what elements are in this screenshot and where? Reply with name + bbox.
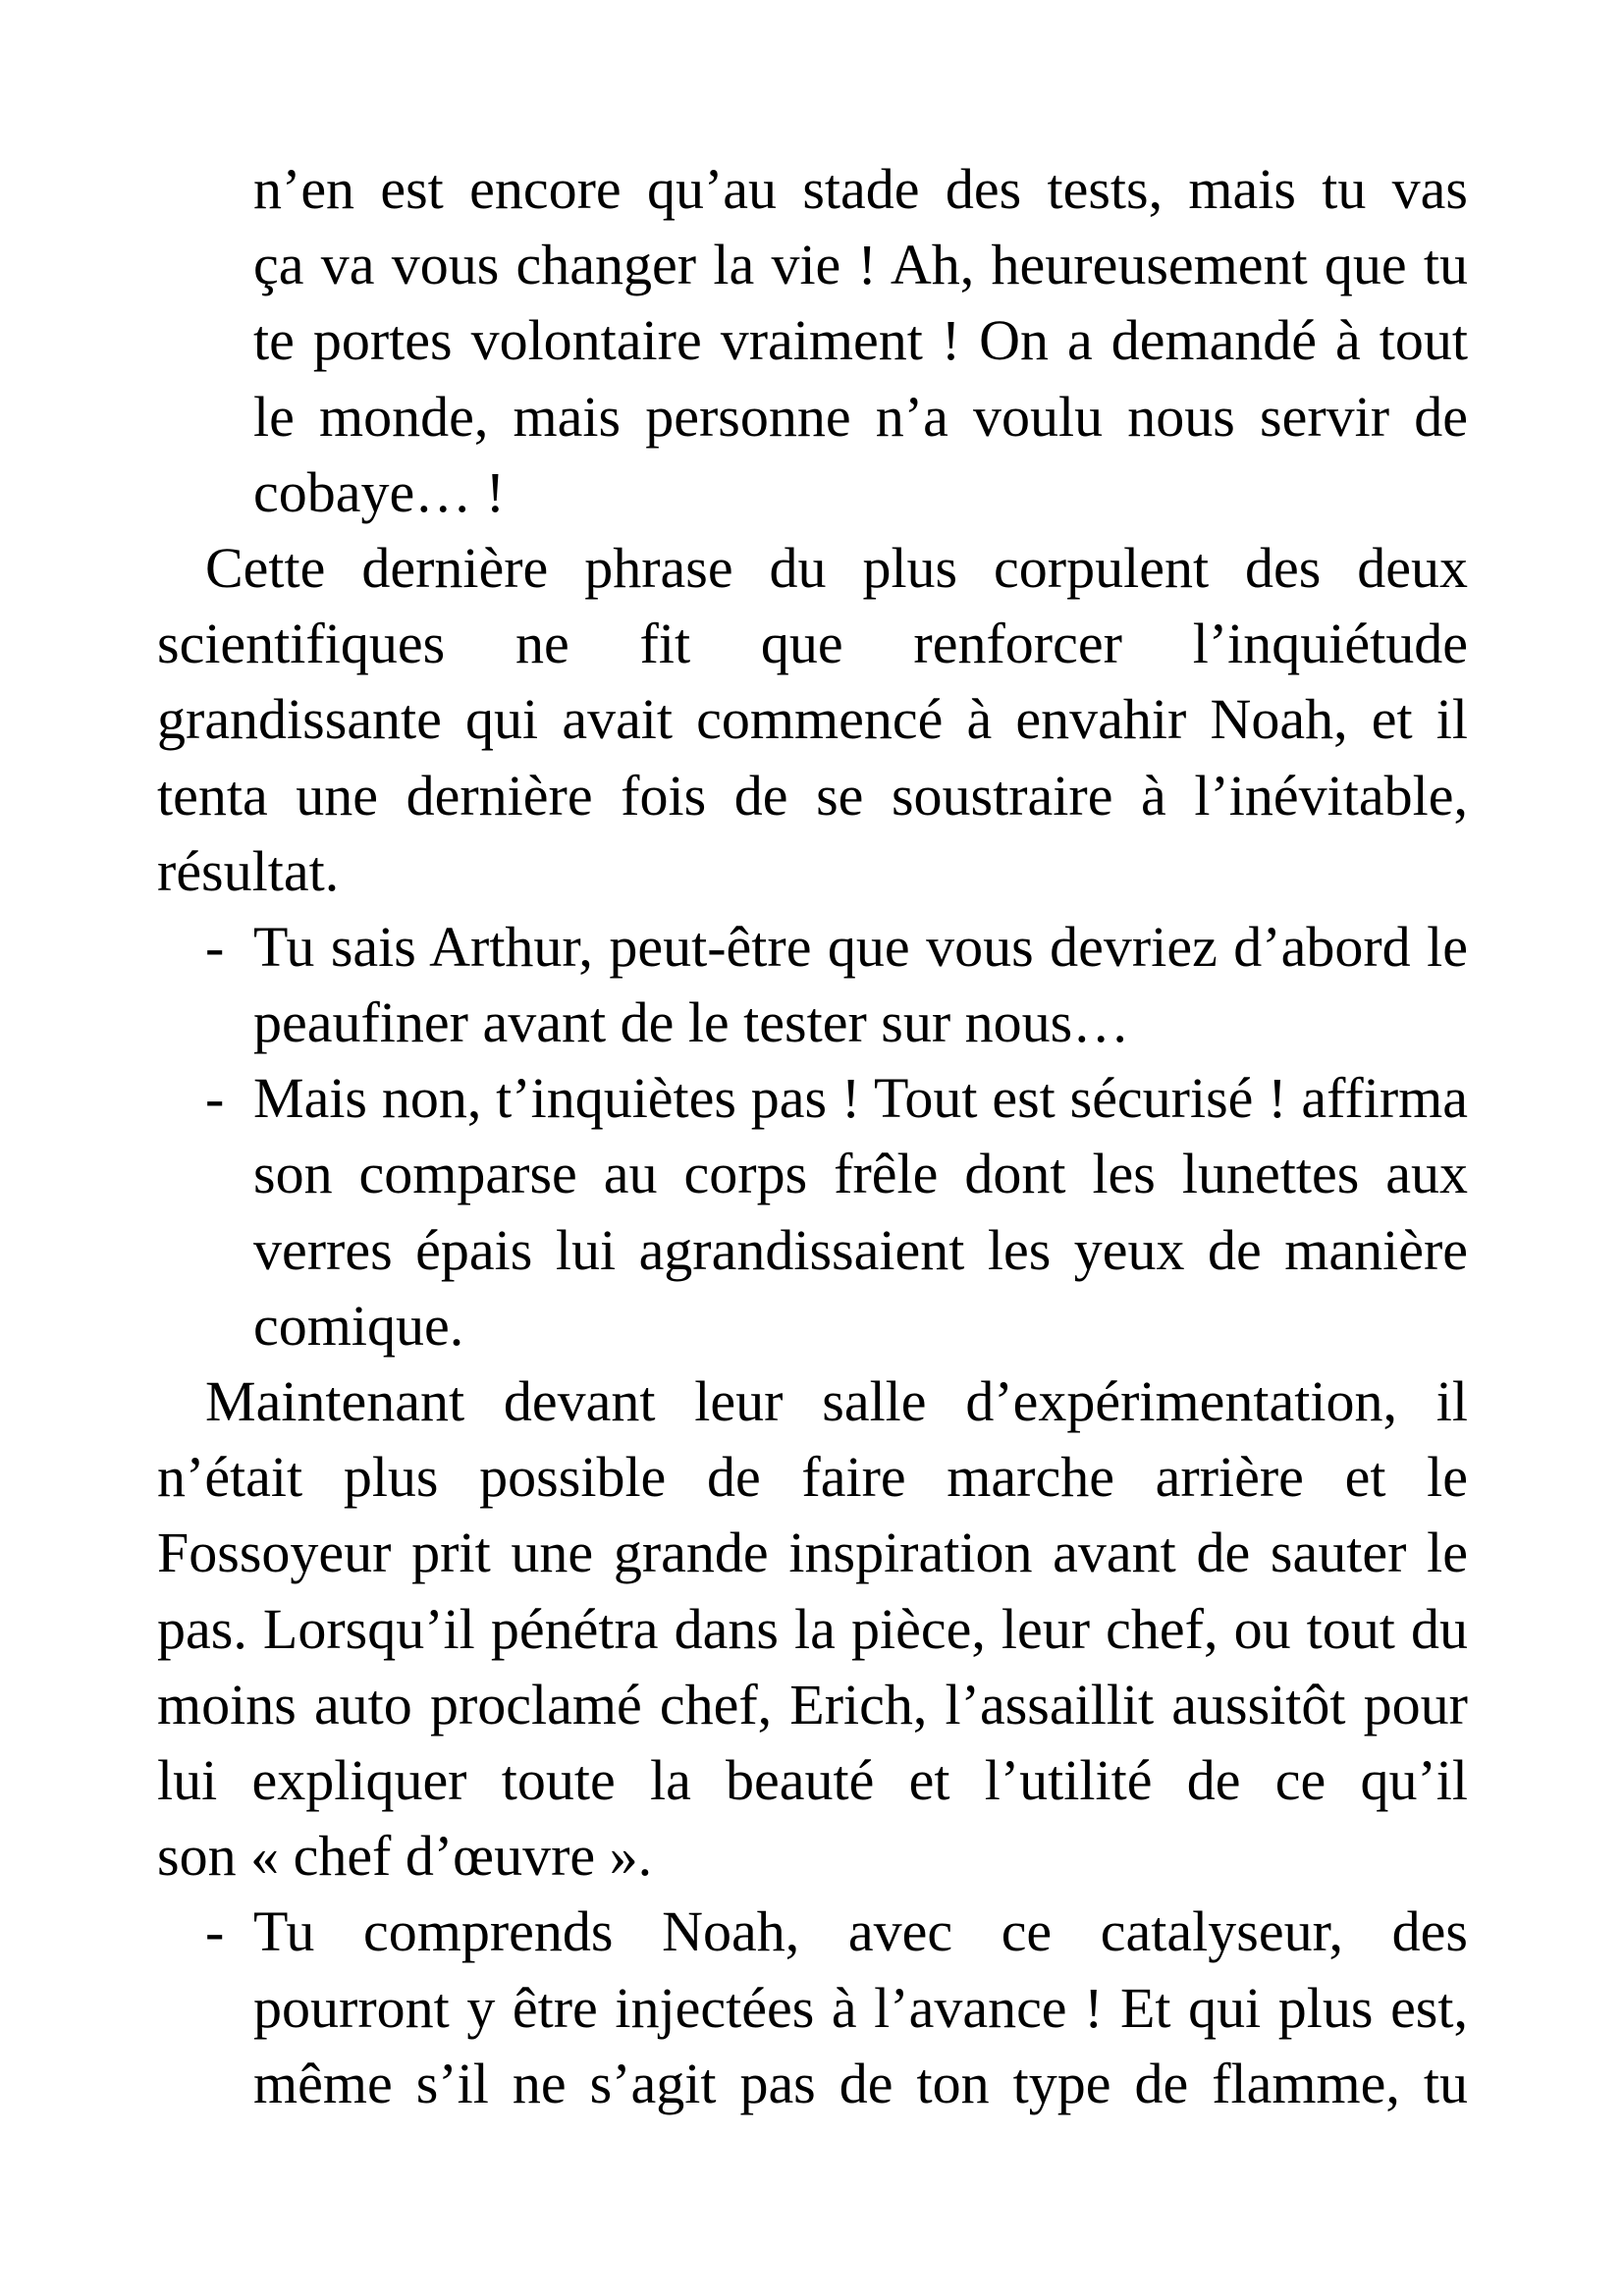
line-text: pourront y être injectées à l’avance ! Et qui plus est,: [253, 1975, 1468, 2040]
dialog-continuation: [0, 151, 1624, 530]
dialog-item: [0, 909, 1624, 1060]
line-text: Fossoyeur prit une grande inspiration avant de sauter le: [157, 1521, 1468, 1585]
text-line: [0, 681, 1624, 757]
text-line: [0, 530, 1624, 606]
line-text: comique.: [253, 1293, 464, 1358]
text-line: [0, 1212, 1624, 1288]
dialog-item: [0, 1894, 1624, 2121]
text-line: [0, 1742, 1624, 1818]
paragraph: [0, 1363, 1624, 1894]
body-text: [0, 151, 1624, 2121]
line-text: pas. Lorsqu’il pénétra dans la pièce, leur chef, ou tout du: [157, 1596, 1468, 1661]
text-line: [0, 2046, 1624, 2121]
line-text: son comparse au corps frêle dont les lunettes aux: [253, 1142, 1468, 1206]
line-text: même s’il ne s’agit pas de ton type de flamme, tu: [253, 2051, 1468, 2115]
text-line: [0, 909, 1624, 985]
line-text: lui expliquer toute la beauté et l’utilité de ce qu’il: [157, 1747, 1468, 1812]
line-text: Cette dernière phrase du plus corpulent des deux: [205, 535, 1468, 600]
text-line: [0, 1591, 1624, 1667]
line-text: son « chef d’œuvre ».: [157, 1824, 653, 1889]
text-line: [0, 379, 1624, 454]
text-line: [0, 1970, 1624, 2046]
line-text: cobaye… !: [253, 459, 506, 524]
dialog-dash: -: [205, 1899, 225, 1964]
text-line: [0, 151, 1624, 227]
dialog-item: [0, 1060, 1624, 1363]
text-line: [0, 1515, 1624, 1590]
line-text: tenta une dernière fois de se soustraire à l’inévitable,: [157, 763, 1468, 828]
text-line: [0, 1439, 1624, 1515]
text-line: [0, 1136, 1624, 1211]
line-text: résultat.: [157, 838, 340, 903]
line-text: verres épais lui agrandissaient les yeux de manière: [253, 1217, 1468, 1282]
line-text: peaufiner avant de le tester sur nous…: [253, 990, 1130, 1055]
text-line: [0, 1288, 1624, 1363]
line-text: le monde, mais personne n’a voulu nous servir de: [253, 384, 1468, 449]
line-text: Tu comprends Noah, avec ce catalyseur, des: [253, 1899, 1468, 1964]
line-text: Maintenant devant leur salle d’expérimentation, il: [205, 1369, 1468, 1433]
text-line: [0, 1060, 1624, 1136]
line-text: moins auto proclamé chef, Erich, l’assaillit aussitôt pour: [157, 1672, 1468, 1736]
text-line: [0, 1667, 1624, 1742]
text-line: [0, 985, 1624, 1060]
dialog-dash: -: [205, 1066, 225, 1131]
paragraph: [0, 530, 1624, 909]
text-line: [0, 302, 1624, 378]
line-text: Mais non, t’inquiètes pas ! Tout est sécurisé ! affirma: [253, 1066, 1468, 1131]
line-text: grandissante qui avait commencé à envahir Noah, et il: [157, 687, 1468, 752]
line-text: n’en est encore qu’au stade des tests, mais tu vas: [253, 157, 1468, 221]
text-line: [0, 606, 1624, 681]
dialog-dash: -: [205, 914, 225, 979]
line-text: scientifiques ne fit que renforcer l’inquiétude: [157, 612, 1468, 676]
line-text: ça va vous changer la vie ! Ah, heureusement que tu: [253, 233, 1468, 297]
text-line: [0, 1363, 1624, 1439]
text-line: [0, 454, 1624, 530]
text-line: [0, 758, 1624, 833]
text-line: [0, 833, 1624, 909]
text-line: [0, 1894, 1624, 1969]
text-line: [0, 1818, 1624, 1894]
line-text: te portes volontaire vraiment ! On a demandé à tout: [253, 308, 1468, 373]
text-line: [0, 227, 1624, 302]
line-text: Tu sais Arthur, peut-être que vous devriez d’abord le: [253, 914, 1468, 979]
line-text: n’était plus possible de faire marche arrière et le: [157, 1445, 1468, 1510]
